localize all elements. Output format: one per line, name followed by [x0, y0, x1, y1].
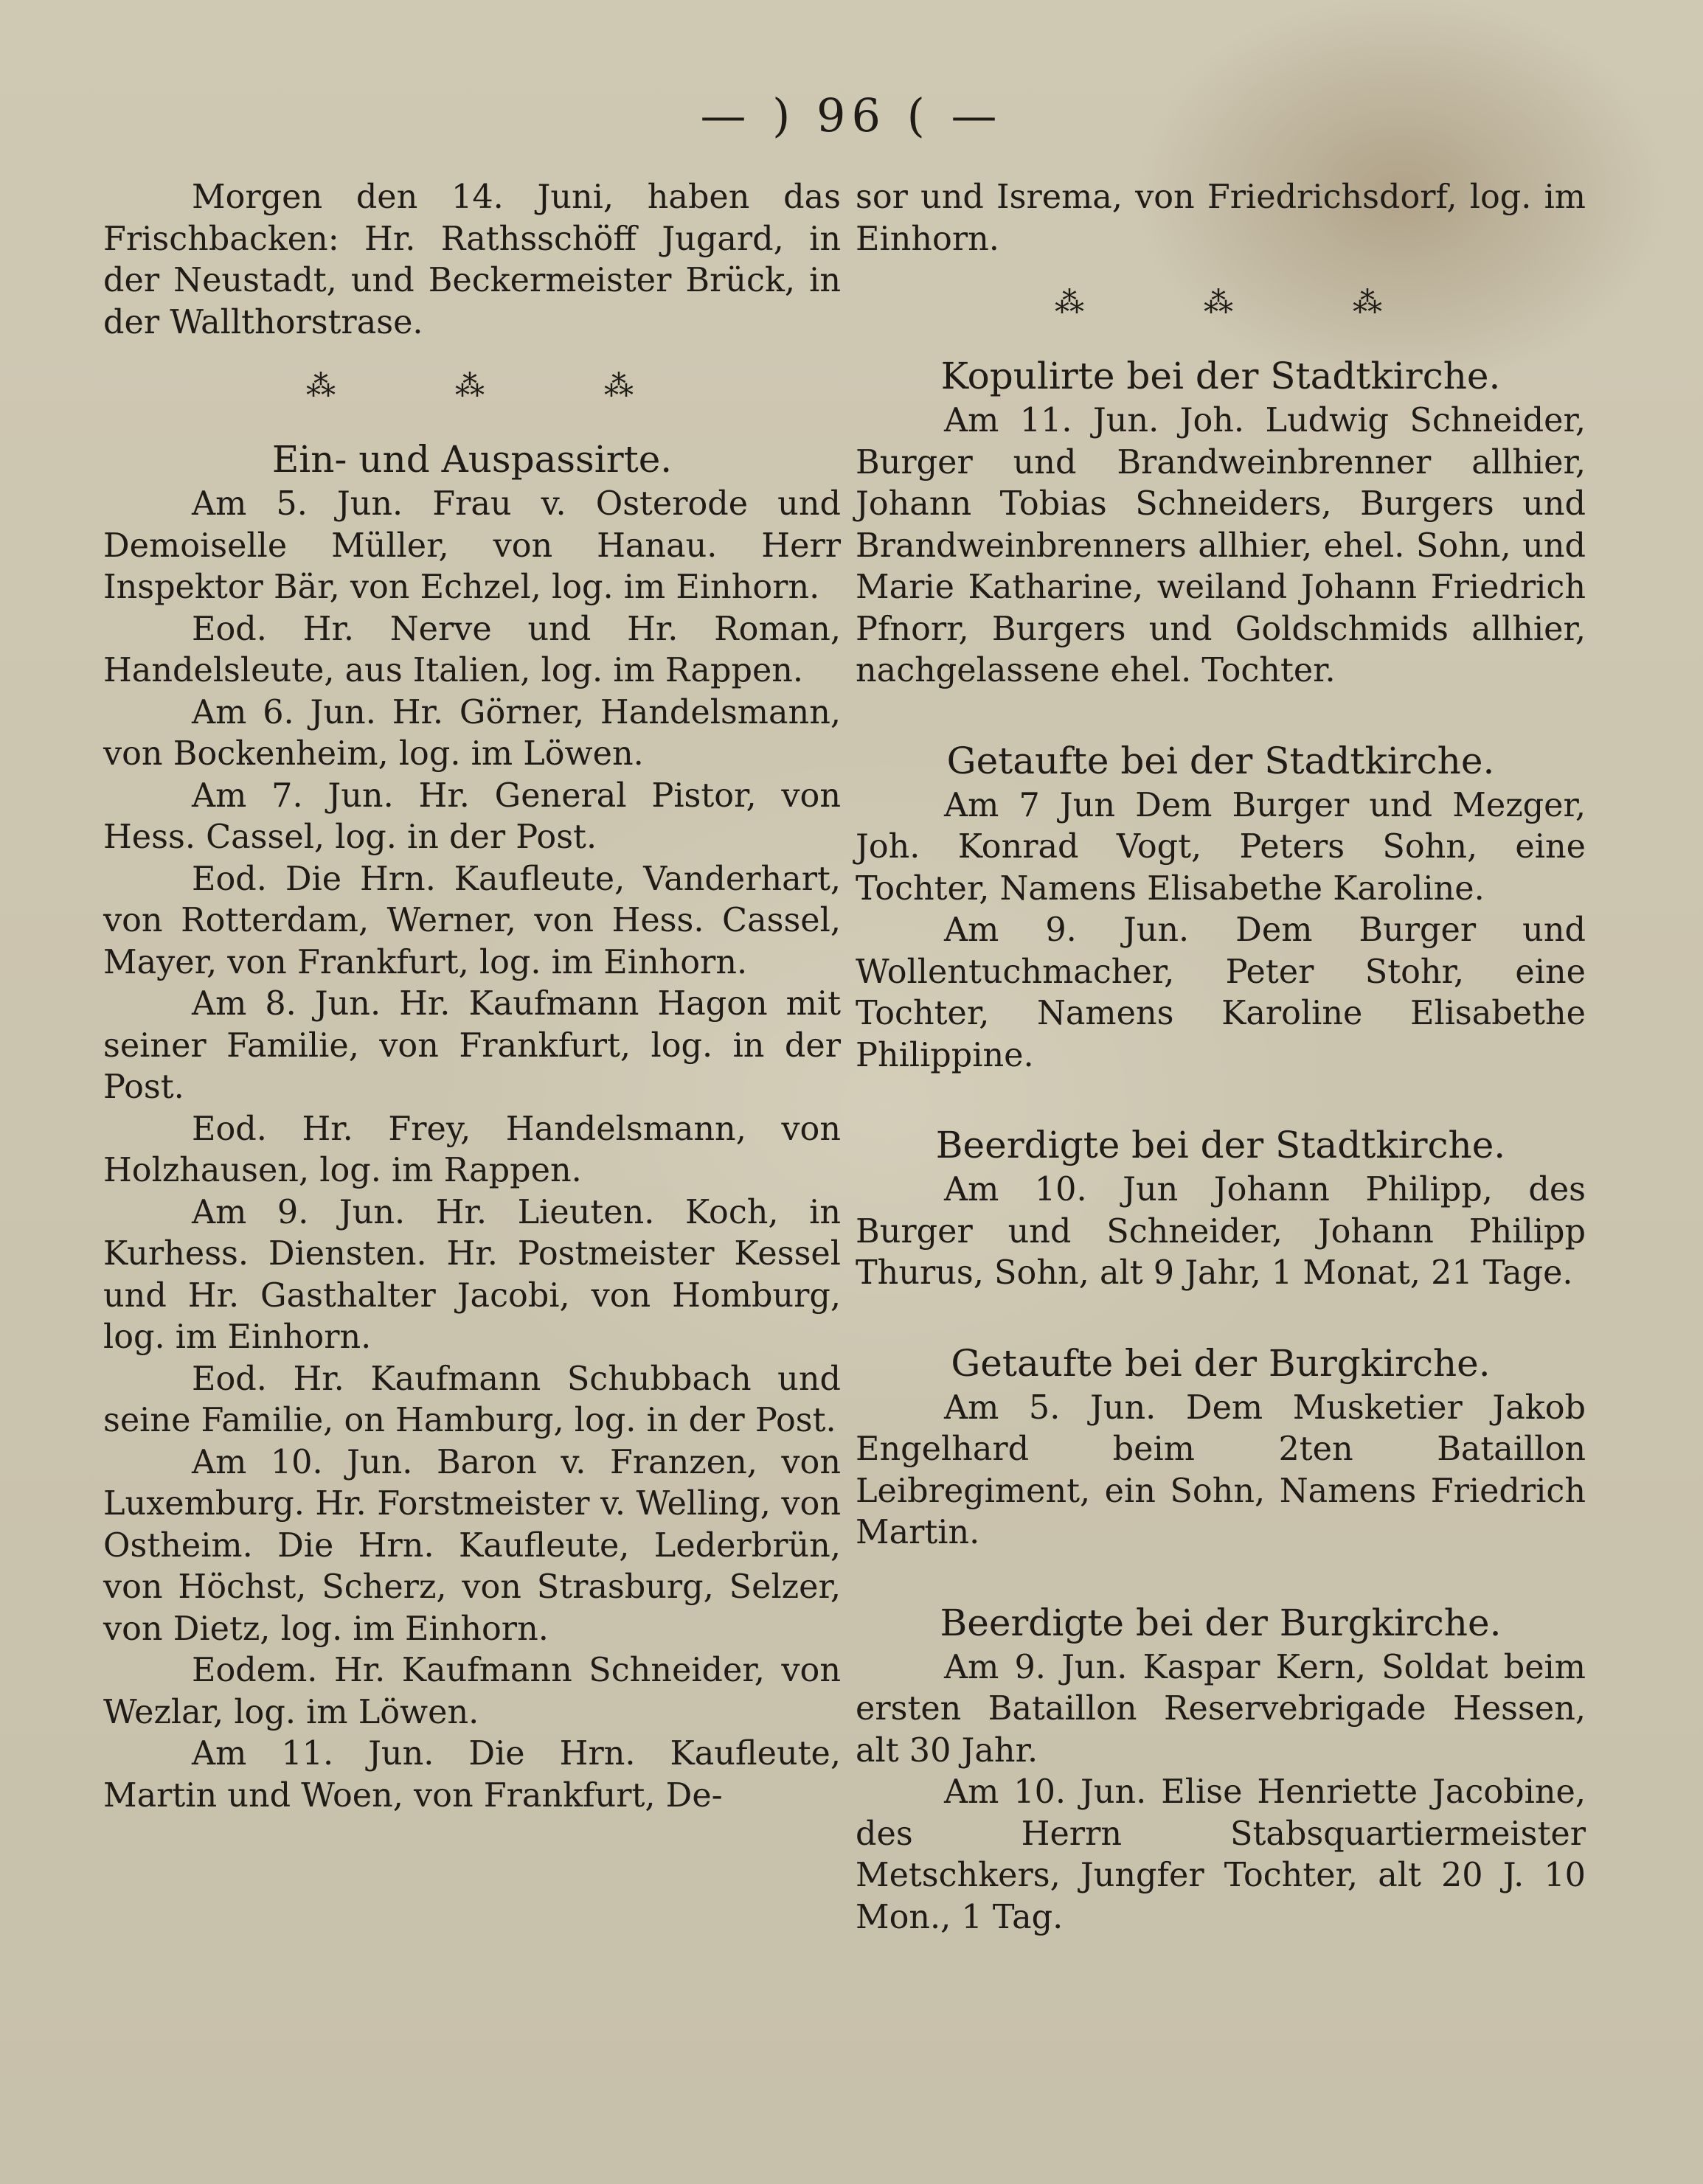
left-column — [103, 177, 841, 1817]
list-item: Am 10. Jun. Baron v. Franzen, von Luxemburg. Hr. Forstmeister v. Welling, von Ostheim. Die Hrn. Kaufleute, Lederbrün, von Höchst, Scherz, von Strasburg, Selzer, von Dietz, log. im Einhorn. — [103, 1443, 841, 1648]
list-item: Am 5. Jun. Frau v. Osterode und Demoiselle Müller, von Hanau. Herr Inspektor Bär, von Echzel, log. im Einhorn. — [103, 485, 841, 606]
section-divider — [856, 266, 1586, 340]
spacer — [856, 1554, 1586, 1587]
section-heading-burials-burgkirche: Beerdigte bei der Burgkirche. — [940, 1601, 1502, 1644]
continuation-text: sor und Isrema, von Friedrichsdorf, log. im Einhorn. — [856, 178, 1586, 258]
asterism-ornament: ⁂ — [455, 369, 489, 403]
asterism-ornament: ⁂ — [604, 369, 638, 403]
list-item: Am 6. Jun. Hr. Görner, Handelsmann, von Bockenheim, log. im Löwen. — [103, 693, 841, 773]
list-item: Am 7 Jun Dem Burger und Mezger, Joh. Konrad Vogt, Peters Sohn, eine Tochter, Namens Elisabethe Karoline. — [856, 786, 1586, 908]
list-item: Eod. Hr. Nerve und Hr. Roman, Handelsleute, aus Italien, log. im Rappen. — [103, 610, 841, 689]
section-heading-burials-stadtkirche: Beerdigte bei der Stadtkirche. — [935, 1124, 1506, 1166]
list-item: Am 10. Jun. Elise Henriette Jacobine, des Herrn Stabsquartiermeister Metschkers, Jungfer Tochter, alt 20 J. 10 Mon., 1 Tag. — [856, 1773, 1586, 1936]
list-item: Eod. Hr. Frey, Handelsmann, von Holzhausen, log. im Rappen. — [103, 1110, 841, 1189]
right-column — [856, 177, 1586, 1938]
list-item: Am 9. Jun. Dem Burger und Wollentuchmacher, Peter Stohr, eine Tochter, Namens Karoline Elisabethe Philippine. — [856, 911, 1586, 1074]
list-item: Am 5. Jun. Dem Musketier Jakob Engelhard beim 2ten Bataillon Leibregiment, ein Sohn, Namens Friedrich Martin. — [856, 1388, 1586, 1551]
asterism-ornament: ⁂ — [306, 369, 340, 403]
list-item: Am 11. Jun. Die Hrn. Kaufleute, Martin und Woen, von Frankfurt, De- — [103, 1735, 841, 1815]
list-item: Eod. Die Hrn. Kaufleute, Vanderhart, von Rotterdam, Werner, von Hess. Cassel, Mayer, von Frankfurt, log. im Einhorn. — [103, 860, 841, 981]
list-item: Am 8. Jun. Hr. Kaufmann Hagon mit seiner Familie, von Frankfurt, log. in der Post. — [103, 985, 841, 1106]
list-item: Am 10. Jun Johann Philipp, des Burger und Schneider, Johann Philipp Thurus, Sohn, alt 9 Jahr, 1 Monat, 21 Tage. — [856, 1171, 1586, 1292]
spacer — [856, 692, 1586, 725]
bread-notice: Morgen den 14. Juni, haben das Frischbacken: Hr. Rathsschöff Jugard, in der Neustadt, und Beckermeister Brück, in der Wallthorstrase. — [103, 178, 841, 341]
list-item: Am 9. Jun. Kaspar Kern, Soldat beim ersten Bataillon Reservebrigade Hessen, alt 30 Jahr. — [856, 1648, 1586, 1770]
list-item: Am 11. Jun. Joh. Ludwig Schneider, Burger und Brandweinbrenner allhier, Johann Tobias Schneiders, Burgers und Brandweinbrenners allhier, ehel. Sohn, und Marie Katharine, weiland Johann Friedrich Pfnorr, Burgers und Goldschmids allhier, nachgelassene ehel. Tochter. — [856, 402, 1586, 689]
section-heading-marriages-stadtkirche: Kopulirte bei der Stadtkirche. — [940, 355, 1501, 397]
list-item: Eodem. Hr. Kaufmann Schneider, von Wezlar, log. im Löwen. — [103, 1652, 841, 1731]
section-heading-baptisms-burgkirche: Getaufte bei der Burgkirche. — [951, 1341, 1491, 1385]
section-heading-baptisms-stadtkirche: Getaufte bei der Stadtkirche. — [946, 739, 1495, 782]
list-item: Eod. Hr. Kaufmann Schubbach und seine Familie, on Hamburg, log. in der Post. — [103, 1360, 841, 1439]
list-item: Am 9. Jun. Hr. Lieuten. Koch, in Kurhess. Diensten. Hr. Postmeister Kessel und Hr. Gasthalter Jacobi, von Homburg, log. im Einhorn. — [103, 1193, 841, 1356]
asterism-ornament: ⁂ — [1055, 286, 1089, 320]
section-heading-travelers: Ein- und Auspassirte. — [271, 438, 673, 481]
asterism-ornament: ⁂ — [1353, 286, 1387, 320]
spacer — [856, 1295, 1586, 1327]
list-item: Am 7. Jun. Hr. General Pistor, von Hess. Cassel, log. in der Post. — [103, 776, 841, 856]
section-divider — [103, 349, 841, 423]
spacer — [856, 1077, 1586, 1109]
asterism-ornament: ⁂ — [1204, 286, 1238, 320]
page-number: — ) 96 ( — — [700, 88, 1003, 142]
